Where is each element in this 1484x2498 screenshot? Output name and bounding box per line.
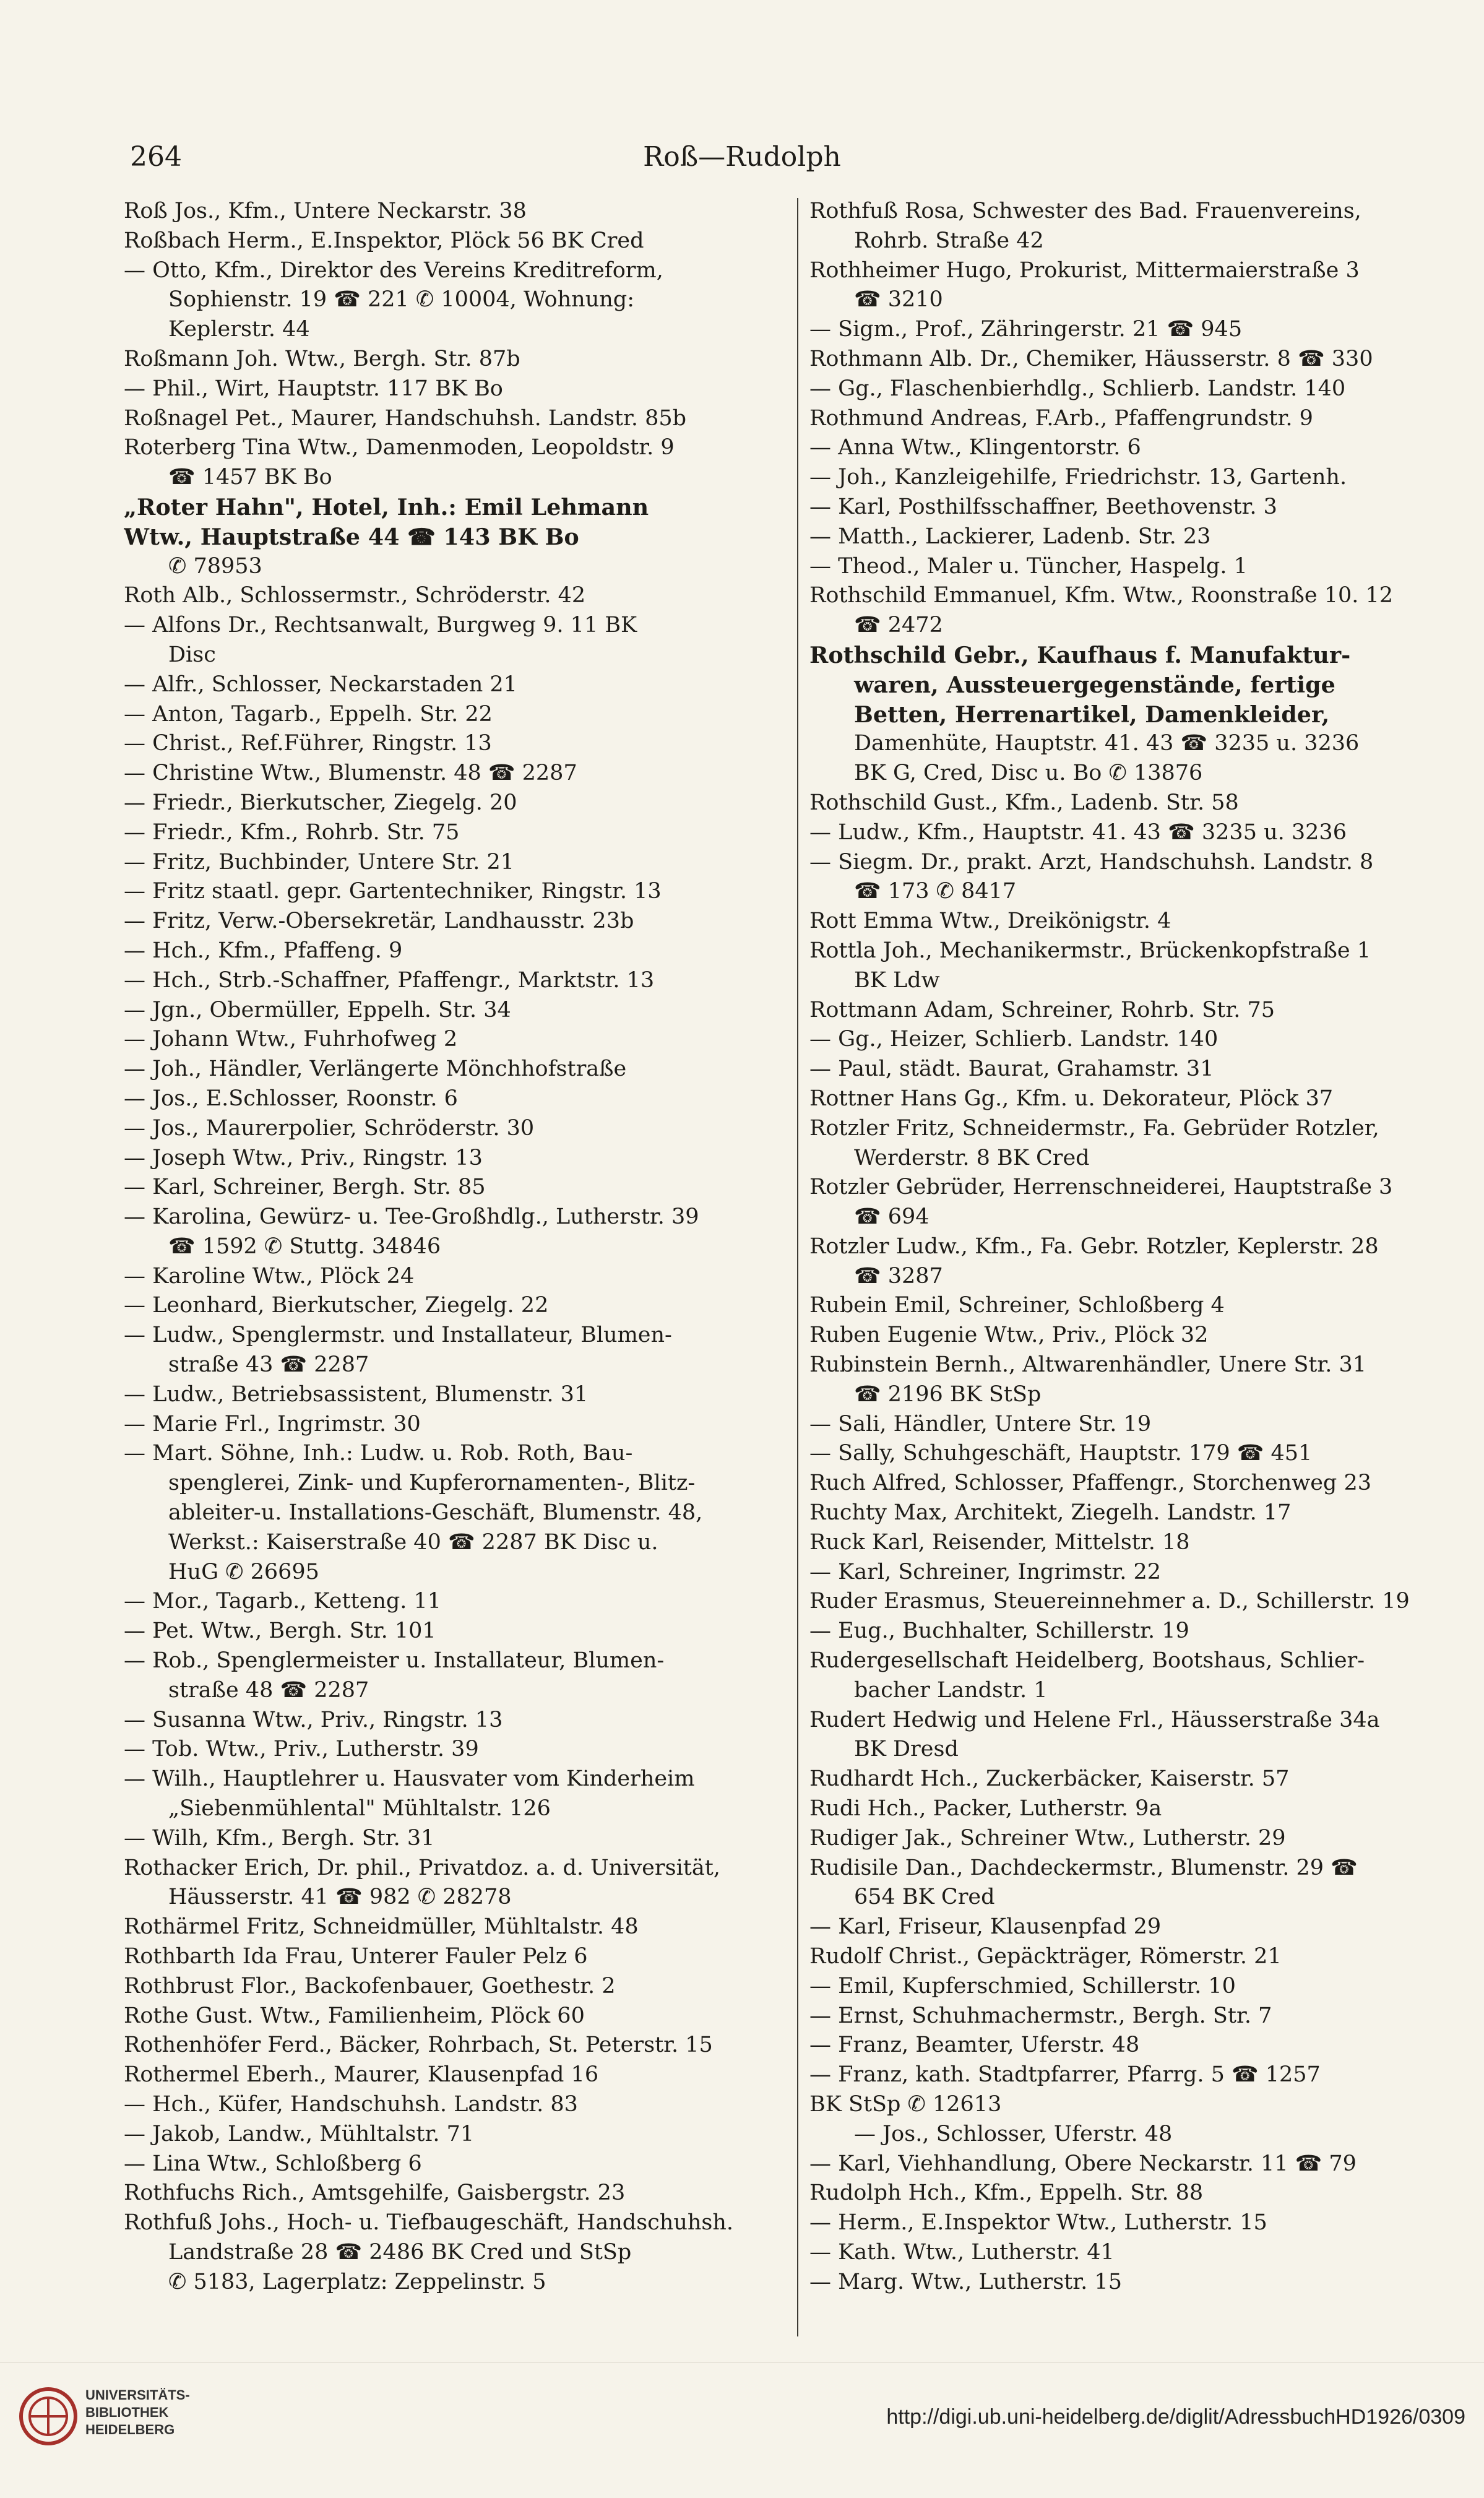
directory-entry-line: Rohrb. Straße 42 <box>854 228 1044 253</box>
directory-entry-line: — Wilh, Kfm., Bergh. Str. 31 <box>124 1825 435 1851</box>
directory-entry-line: Ruck Karl, Reisender, Mittelstr. 18 <box>809 1529 1190 1555</box>
directory-entry-line: Ruch Alfred, Schlosser, Pfaffengr., Storchenweg 23 <box>809 1471 1371 1496</box>
directory-entry-line: — Karl, Viehhandlung, Obere Neckarstr. 11 ☎ 79 <box>809 2151 1357 2176</box>
directory-entry-line: — Kath. Wtw., Lutherstr. 41 <box>809 2239 1115 2265</box>
directory-entry-line: — Eug., Buchhalter, Schillerstr. 19 <box>809 1619 1189 1644</box>
directory-entry-line: ☎ 3287 <box>854 1263 943 1289</box>
directory-entry-line: Werkst.: Kaiserstraße 40 ☎ 2287 BK Disc u. <box>168 1529 658 1555</box>
directory-entry-line: Sophienstr. 19 ☎ 221 ✆ 10004, Wohnung: <box>168 287 634 313</box>
directory-entry-line: — Sally, Schuhgeschäft, Hauptstr. 179 ☎ 451 <box>809 1441 1313 1466</box>
directory-entry-line: — Herm., E.Inspektor Wtw., Lutherstr. 15 <box>809 2210 1267 2236</box>
directory-entry-line: — Jakob, Landw., Mühltalstr. 71 <box>124 2121 475 2146</box>
directory-entry-line: Rothbrust Flor., Backofenbauer, Goethestr. 2 <box>124 1973 616 1999</box>
directory-entry-line: „Siebenmühlental" Mühltalstr. 126 <box>168 1796 551 1822</box>
directory-entry-line: ☎ 2196 BK StSp <box>854 1381 1042 1407</box>
directory-entry-line: — Theod., Maler u. Tüncher, Haspelg. 1 <box>809 553 1248 579</box>
directory-entry-line: Rothmann Alb. Dr., Chemiker, Häusserstr. 8 ☎ 330 <box>809 346 1373 371</box>
directory-entry-line: — Alfons Dr., Rechtsanwalt, Burgweg 9. 11 BK <box>124 613 637 638</box>
directory-entry-line: Betten, Herrenartikel, Damenkleider, <box>854 701 1330 728</box>
directory-entry-line: Roßbach Herm., E.Inspektor, Plöck 56 BK Cred <box>124 228 644 253</box>
directory-entry-line: ☎ 173 ✆ 8417 <box>854 879 1017 904</box>
directory-entry-line: — Anton, Tagarb., Eppelh. Str. 22 <box>124 701 493 727</box>
directory-entry-line: — Friedr., Bierkutscher, Ziegelg. 20 <box>124 790 517 815</box>
directory-entry-line: — Johann Wtw., Fuhrhofweg 2 <box>124 1027 458 1052</box>
directory-entry-line: spenglerei, Zink- und Kupferornamenten-, Blitz- <box>168 1471 696 1496</box>
directory-entry-line: Damenhüte, Hauptstr. 41. 43 ☎ 3235 u. 3236 <box>854 731 1360 756</box>
directory-entry-line: — Joh., Händler, Verlängerte Mönchhofstraße <box>124 1057 627 1082</box>
directory-entry-line: Rudergesellschaft Heidelberg, Bootshaus, Schlier- <box>809 1648 1365 1674</box>
directory-entry-line: Häusserstr. 41 ☎ 982 ✆ 28278 <box>168 1885 512 1910</box>
directory-entry-line: Rothfuß Rosa, Schwester des Bad. Frauenvereins, <box>809 199 1361 223</box>
directory-entry-line: Ruchty Max, Architekt, Ziegelh. Landstr. 17 <box>809 1500 1292 1526</box>
directory-entry-line: — Susanna Wtw., Priv., Ringstr. 13 <box>124 1707 503 1732</box>
directory-entry-line: — Emil, Kupferschmied, Schillerstr. 10 <box>809 1973 1236 1999</box>
directory-entry-line: — Anna Wtw., Klingentorstr. 6 <box>809 435 1141 460</box>
column-rule <box>797 198 798 2336</box>
directory-entry-line: — Jos., Maurerpolier, Schröderstr. 30 <box>124 1115 535 1141</box>
directory-entry-line: — Karl, Friseur, Klausenpfad 29 <box>809 1914 1162 1940</box>
directory-entry-line: — Fritz staatl. gepr. Gartentechniker, Ringstr. 13 <box>124 879 662 904</box>
directory-entry-line: Rudhardt Hch., Zuckerbäcker, Kaiserstr. 57 <box>809 1766 1290 1792</box>
directory-entry-line: waren, Aussteuergegenstände, fertige <box>854 671 1335 698</box>
directory-entry-line: — Joseph Wtw., Priv., Ringstr. 13 <box>124 1145 483 1170</box>
directory-entry-line: Rothacker Erich, Dr. phil., Privatdoz. a. d. Universität, <box>124 1855 720 1880</box>
directory-entry-line: — Christ., Ref.Führer, Ringstr. 13 <box>124 731 492 756</box>
directory-entry-line: HuG ✆ 26695 <box>168 1559 319 1584</box>
directory-entry-line: Landstraße 28 ☎ 2486 BK Cred und StSp <box>168 2239 632 2265</box>
directory-entry-line: — Jgn., Obermüller, Eppelh. Str. 34 <box>124 997 511 1022</box>
directory-entry-line: Rottner Hans Gg., Kfm. u. Dekorateur, Plöck 37 <box>809 1086 1334 1111</box>
directory-entry-line: BK StSp ✆ 12613 <box>809 2092 1002 2117</box>
column-left <box>124 197 786 2297</box>
directory-entry-line: BK G, Cred, Disc u. Bo ✆ 13876 <box>854 761 1203 786</box>
directory-entry-line: BK Dresd <box>854 1737 959 1762</box>
directory-entry-line: — Franz, Beamter, Uferstr. 48 <box>809 2033 1140 2058</box>
directory-entry-line: — Ernst, Schuhmachermstr., Bergh. Str. 7 <box>809 2003 1272 2028</box>
directory-entry-line: — Sali, Händler, Untere Str. 19 <box>809 1411 1152 1437</box>
directory-entry-line: ☎ 3210 <box>854 287 943 313</box>
directory-entry-line: — Ludw., Kfm., Hauptstr. 41. 43 ☎ 3235 u. 3236 <box>809 819 1347 845</box>
directory-entry-line: — Sigm., Prof., Zähringerstr. 21 ☎ 945 <box>809 317 1243 342</box>
library-name-line: HEIDELBERG <box>85 2422 175 2437</box>
directory-entry-line: 654 BK Cred <box>854 1885 995 1910</box>
directory-entry-line: Rothschild Gebr., Kaufhaus f. Manufaktur- <box>809 641 1351 668</box>
directory-entry-line: „Roter Hahn", Hotel, Inh.: Emil Lehmann <box>124 493 649 521</box>
directory-entry-line: Rothermel Eberh., Maurer, Klausenpfad 16 <box>124 2062 599 2088</box>
directory-entry-line: Rothenhöfer Ferd., Bäcker, Rohrbach, St. Peterstr. 15 <box>124 2033 713 2058</box>
directory-entry-line: Werderstr. 8 BK Cred <box>854 1145 1090 1170</box>
directory-entry-line: Rudi Hch., Packer, Lutherstr. 9a <box>809 1796 1162 1822</box>
directory-entry-line: BK Ldw <box>854 967 940 993</box>
directory-entry-line: straße 48 ☎ 2287 <box>168 1677 369 1703</box>
directory-entry-line: — Jos., Schlosser, Uferstr. 48 <box>854 2121 1173 2146</box>
directory-entry-line: — Otto, Kfm., Direktor des Vereins Kreditreform, <box>124 257 663 283</box>
directory-entry-line: Rudolf Christ., Gepäckträger, Römerstr. 21 <box>809 1944 1282 1969</box>
directory-entry-line: — Gg., Heizer, Schlierb. Landstr. 140 <box>809 1027 1219 1052</box>
directory-entry-line: — Hch., Kfm., Pfaffeng. 9 <box>124 938 403 963</box>
directory-entry-line: Rothschild Emmanuel, Kfm. Wtw., Roonstraße 10. 12 <box>809 583 1394 608</box>
directory-entry-line: Roßnagel Pet., Maurer, Handschuhsh. Landstr. 85b <box>124 405 687 431</box>
directory-entry-line: — Karl, Schreiner, Bergh. Str. 85 <box>124 1175 486 1200</box>
directory-entry-line: Ruben Eugenie Wtw., Priv., Plöck 32 <box>809 1323 1209 1348</box>
directory-entry-line: — Karl, Posthilfsschaffner, Beethovenstr. 3 <box>809 494 1277 519</box>
directory-entry-line: — Karolina, Gewürz- u. Tee-Großhdlg., Lutherstr. 39 <box>124 1204 699 1230</box>
directory-entry-line: Keplerstr. 44 <box>168 317 310 342</box>
directory-entry-line: ☎ 2472 <box>854 613 943 638</box>
directory-entry-line: Rottla Joh., Mechanikermstr., Brückenkopfstraße 1 <box>809 938 1371 963</box>
directory-entry-line: Rubinstein Bernh., Altwarenhändler, Unere Str. 31 <box>809 1352 1367 1378</box>
directory-entry-line: Rothe Gust. Wtw., Familienheim, Plöck 60 <box>124 2003 585 2028</box>
directory-entry-line: — Paul, städt. Baurat, Grahamstr. 31 <box>809 1057 1214 1082</box>
directory-entry-line: ☎ 694 <box>854 1204 930 1230</box>
library-name-line: UNIVERSITÄTS- <box>85 2387 190 2403</box>
directory-entry-line: Rotzler Gebrüder, Herrenschneiderei, Hauptstraße 3 <box>809 1175 1393 1200</box>
library-name-line: BIBLIOTHEK <box>85 2405 169 2420</box>
directory-entry-line: — Pet. Wtw., Bergh. Str. 101 <box>124 1619 436 1644</box>
directory-entry-line: — Leonhard, Bierkutscher, Ziegelg. 22 <box>124 1293 549 1318</box>
directory-entry-line: Rothfuchs Rich., Amtsgehilfe, Gaisbergstr. 23 <box>124 2180 626 2206</box>
directory-entry-line: — Rob., Spenglermeister u. Installateur, Blumen- <box>124 1648 665 1674</box>
directory-entry-line: Rottmann Adam, Schreiner, Rohrb. Str. 75 <box>809 997 1275 1022</box>
directory-entry-line: Roß Jos., Kfm., Untere Neckarstr. 38 <box>124 199 527 223</box>
directory-entry-line: — Ludw., Betriebsassistent, Blumenstr. 31 <box>124 1381 589 1407</box>
directory-entry-line: — Gg., Flaschenbierhdlg., Schlierb. Landstr. 140 <box>809 376 1346 401</box>
library-seal-icon <box>19 2387 78 2446</box>
directory-entry-line: Rotzler Ludw., Kfm., Fa. Gebr. Rotzler, Keplerstr. 28 <box>809 1234 1379 1259</box>
directory-entry-line: — Karl, Schreiner, Ingrimstr. 22 <box>809 1559 1162 1584</box>
library-name <box>85 2387 190 2439</box>
directory-entry-line: Rothbarth Ida Frau, Unterer Fauler Pelz 6 <box>124 1944 588 1969</box>
directory-entry-line: ✆ 5183, Lagerplatz: Zeppelinstr. 5 <box>168 2269 546 2294</box>
directory-entry-line: — Friedr., Kfm., Rohrb. Str. 75 <box>124 819 460 845</box>
directory-entry-line: Rott Emma Wtw., Dreikönigstr. 4 <box>809 909 1171 934</box>
directory-entry-line: ☎ 1592 ✆ Stuttg. 34846 <box>168 1234 441 1259</box>
directory-entry-line: Roßmann Joh. Wtw., Bergh. Str. 87b <box>124 346 520 371</box>
column-right <box>809 197 1472 2297</box>
directory-entry-line: — Lina Wtw., Schloßberg 6 <box>124 2151 422 2176</box>
directory-entry-line: Wtw., Hauptstraße 44 ☎ 143 BK Bo <box>124 523 579 550</box>
directory-entry-line: Roth Alb., Schlossermstr., Schröderstr. 42 <box>124 583 586 608</box>
directory-entry-line: Rudisile Dan., Dachdeckermstr., Blumenstr. 29 ☎ <box>809 1855 1358 1880</box>
library-logo[interactable] <box>19 2383 190 2463</box>
directory-entry-line: — Franz, kath. Stadtpfarrer, Pfarrg. 5 ☎ 1257 <box>809 2062 1321 2088</box>
directory-entry-line: — Alfr., Schlosser, Neckarstaden 21 <box>124 672 517 697</box>
directory-entry-line: bacher Landstr. 1 <box>854 1677 1048 1703</box>
directory-entry-line: Rothärmel Fritz, Schneidmüller, Mühltalstr. 48 <box>124 1914 639 1940</box>
directory-entry-line: — Wilh., Hauptlehrer u. Hausvater vom Kinderheim <box>124 1766 695 1792</box>
directory-entry-line: — Hch., Küfer, Handschuhsh. Landstr. 83 <box>124 2092 578 2117</box>
directory-entry-line: Rudolph Hch., Kfm., Eppelh. Str. 88 <box>809 2180 1204 2206</box>
directory-entry-line: ableiter-u. Installations-Geschäft, Blumenstr. 48, <box>168 1500 703 1526</box>
directory-entry-line: — Mart. Söhne, Inh.: Ludw. u. Rob. Roth, Bau- <box>124 1441 633 1466</box>
directory-entry-line: Rothschild Gust., Kfm., Ladenb. Str. 58 <box>809 790 1239 815</box>
directory-entry-line: Ruder Erasmus, Steuereinnehmer a. D., Schillerstr. 19 <box>809 1589 1410 1614</box>
directory-entry-line: — Marie Frl., Ingrimstr. 30 <box>124 1411 421 1437</box>
directory-entry-line: — Tob. Wtw., Priv., Lutherstr. 39 <box>124 1737 479 1762</box>
directory-entry-line: ✆ 78953 <box>168 553 262 579</box>
directory-entry-line: — Fritz, Buchbinder, Untere Str. 21 <box>124 849 514 875</box>
source-url-link[interactable]: http://digi.ub.uni-heidelberg.de/diglit/AdressbuchHD1926/0309 <box>886 2405 1465 2429</box>
directory-entry-line: ☎ 1457 BK Bo <box>168 465 332 490</box>
directory-entry-line: — Ludw., Spenglermstr. und Installateur, Blumen- <box>124 1323 672 1348</box>
directory-entry-line: Rothmund Andreas, F.Arb., Pfaffengrundstr. 9 <box>809 405 1313 431</box>
directory-entry-line: — Siegm. Dr., prakt. Arzt, Handschuhsh. Landstr. 8 <box>809 849 1374 875</box>
directory-entry-line: — Matth., Lackierer, Ladenb. Str. 23 <box>809 524 1211 549</box>
directory-entry-line: — Mor., Tagarb., Ketteng. 11 <box>124 1589 442 1614</box>
directory-entry-line: Rubein Emil, Schreiner, Schloßberg 4 <box>809 1293 1225 1318</box>
directory-entry-line: Disc <box>168 642 216 667</box>
running-title: Roß—Rudolph <box>643 141 841 173</box>
directory-entry-line: Rothfuß Johs., Hoch- u. Tiefbaugeschäft, Handschuhsh. <box>124 2210 734 2236</box>
directory-entry-line: straße 43 ☎ 2287 <box>168 1352 369 1378</box>
directory-entry-line: — Fritz, Verw.-Obersekretär, Landhausstr. 23b <box>124 909 634 934</box>
directory-entry-line: — Karoline Wtw., Plöck 24 <box>124 1263 415 1289</box>
directory-entry-line: — Jos., E.Schlosser, Roonstr. 6 <box>124 1086 458 1111</box>
directory-entry-line: Roterberg Tina Wtw., Damenmoden, Leopoldstr. 9 <box>124 435 675 460</box>
directory-entry-line: Rotzler Fritz, Schneidermstr., Fa. Gebrüder Rotzler, <box>809 1115 1379 1141</box>
directory-entry-line: Rudiger Jak., Schreiner Wtw., Lutherstr. 29 <box>809 1825 1286 1851</box>
directory-entry-line: — Hch., Strb.-Schaffner, Pfaffengr., Marktstr. 13 <box>124 967 655 993</box>
directory-entry-line: — Christine Wtw., Blumenstr. 48 ☎ 2287 <box>124 761 577 786</box>
directory-entry-line: Rothheimer Hugo, Prokurist, Mittermaierstraße 3 <box>809 257 1360 283</box>
directory-entry-line: — Marg. Wtw., Lutherstr. 15 <box>809 2269 1122 2294</box>
directory-entry-line: — Joh., Kanzleigehilfe, Friedrichstr. 13, Gartenh. <box>809 465 1347 490</box>
page-number: 264 <box>130 141 182 173</box>
directory-entry-line: — Phil., Wirt, Hauptstr. 117 BK Bo <box>124 376 503 401</box>
directory-entry-line: Rudert Hedwig und Helene Frl., Häusserstraße 34a <box>809 1707 1380 1732</box>
